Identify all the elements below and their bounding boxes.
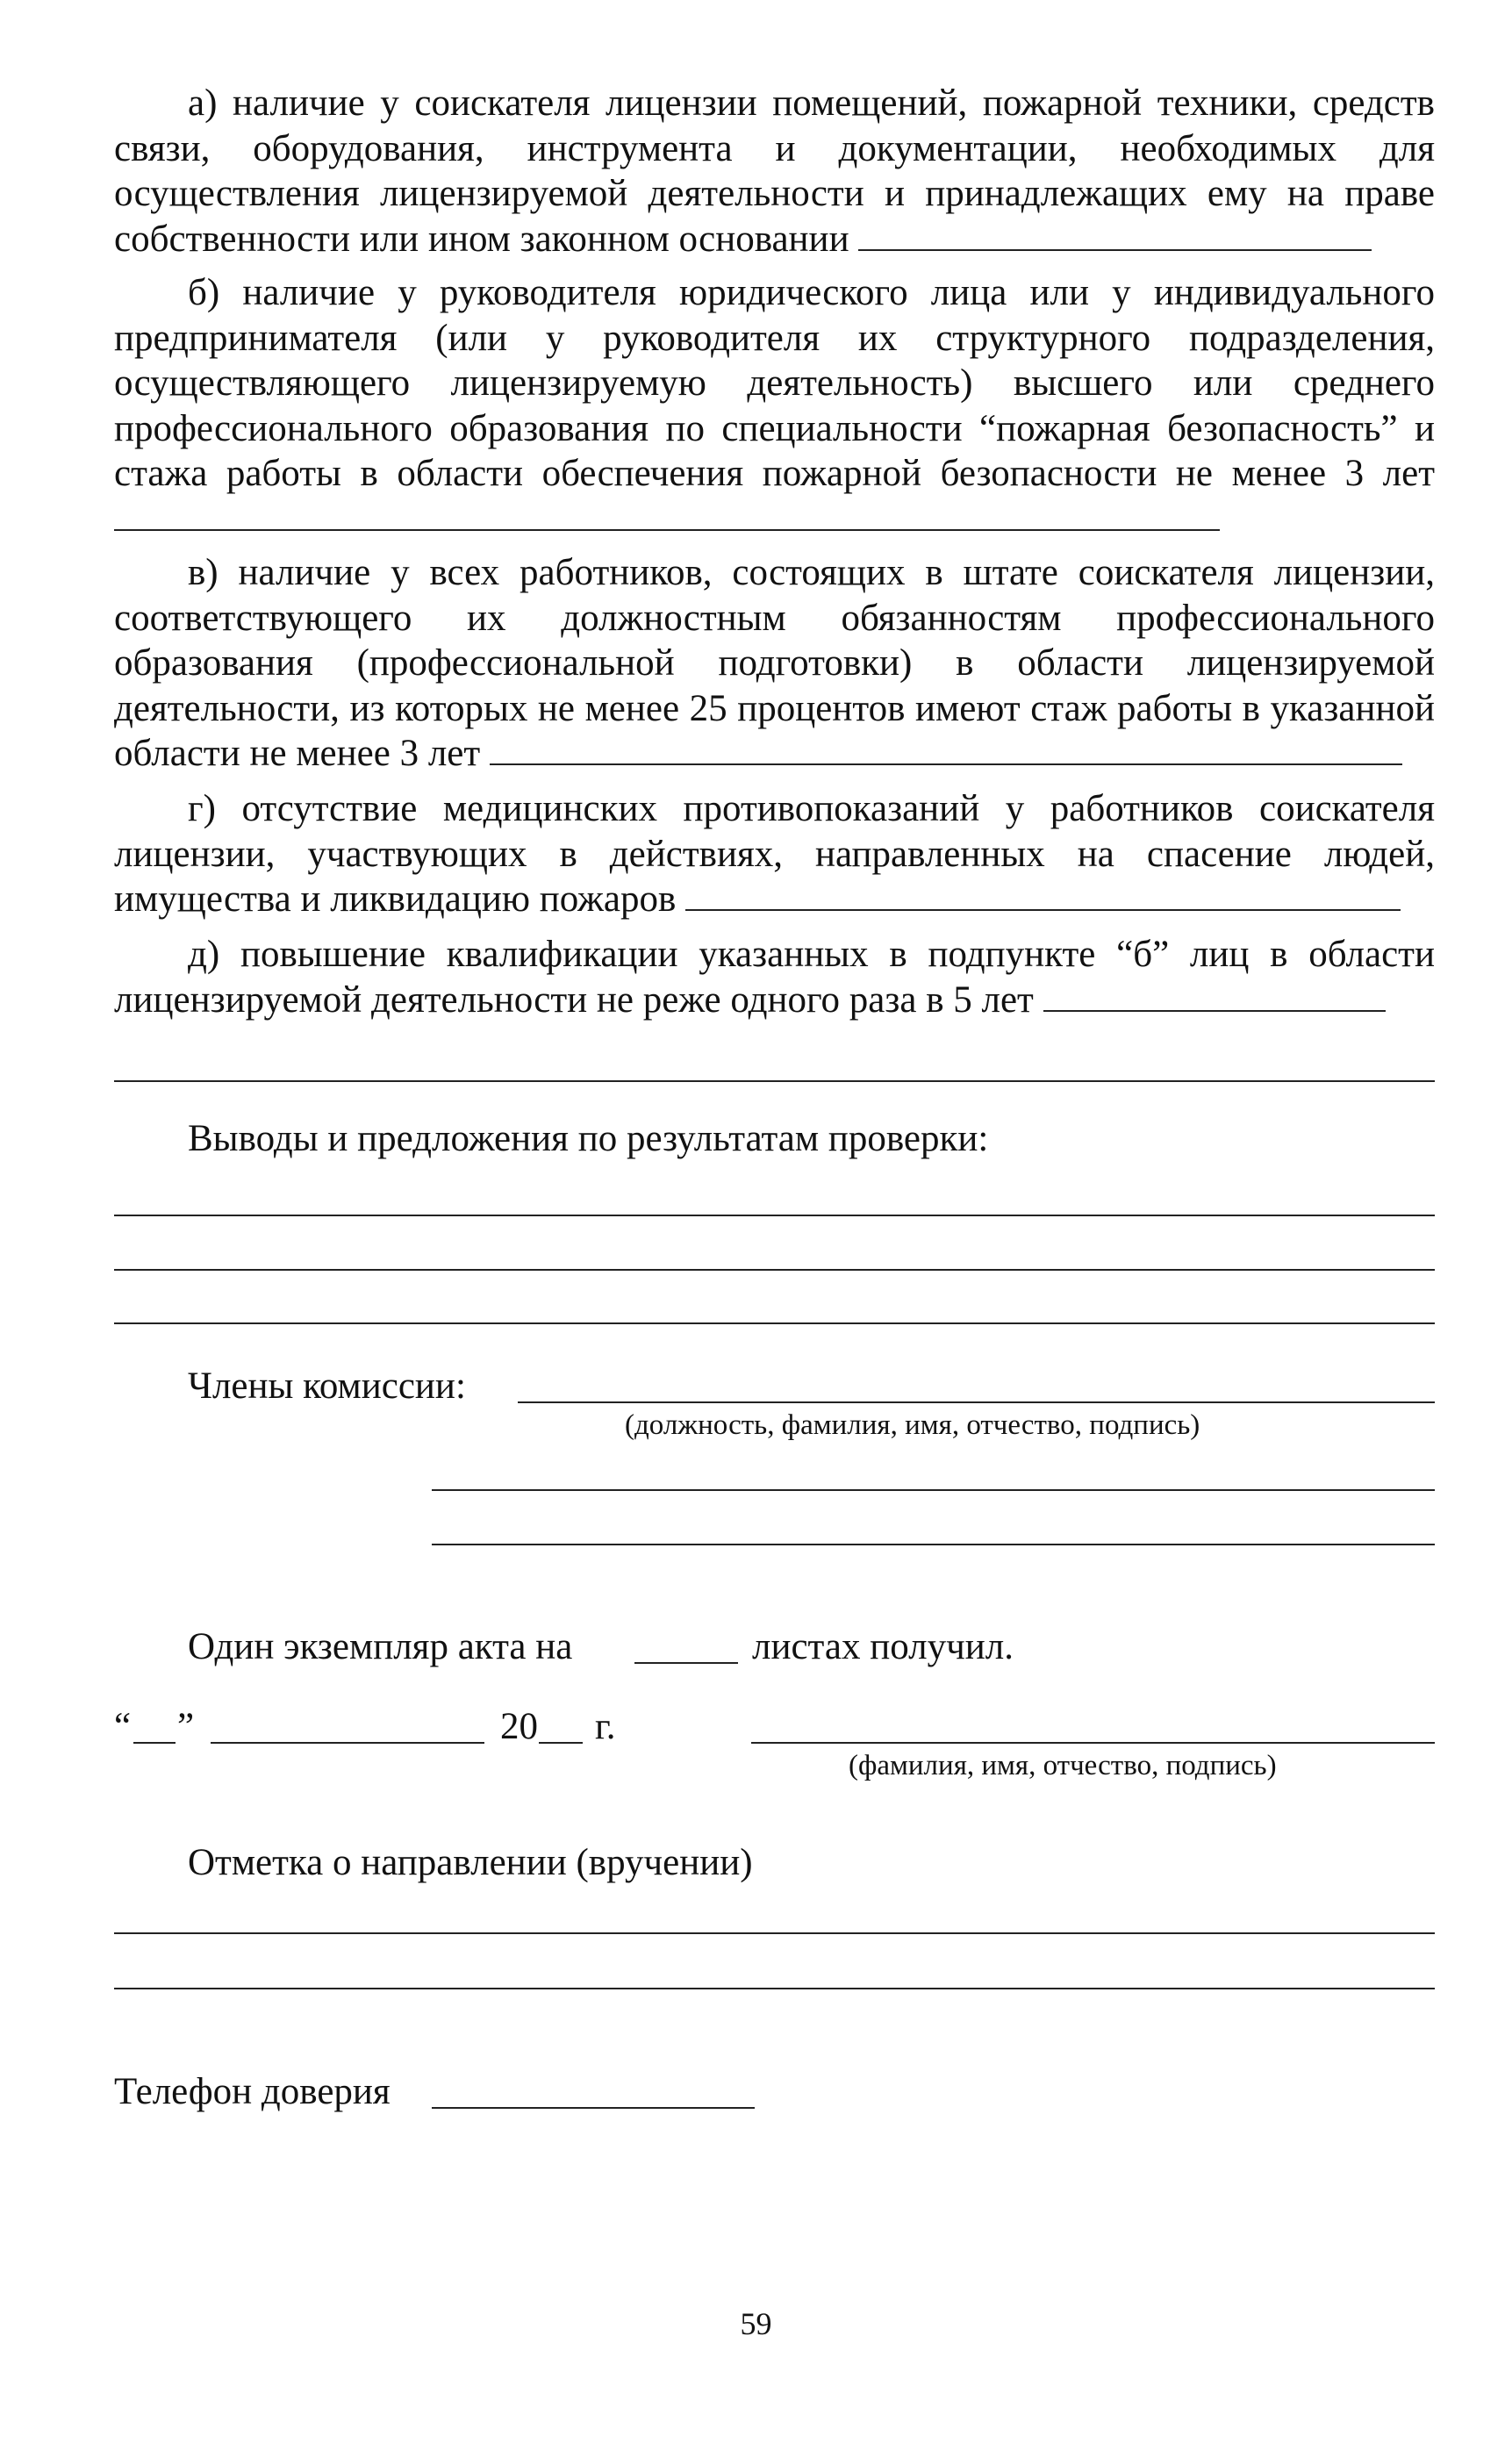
commission-signature-line-3[interactable] bbox=[432, 1544, 1435, 1545]
item-d bbox=[114, 932, 1435, 1022]
item-g-text: г) отсутствие медицинских противопоказаний у работников соискателя лицензии, участвующих в действиях, направленных на спасение людей, имущества и ликвидацию пожаров bbox=[114, 788, 1435, 920]
item-b-fill-line[interactable] bbox=[114, 499, 1220, 531]
receiver-caption: (фамилия, имя, отчество, подпись) bbox=[849, 1750, 1277, 1781]
copy-received-suffix: листах получил. bbox=[752, 1626, 1014, 1667]
copy-received-prefix: Один экземпляр акта на bbox=[188, 1626, 573, 1667]
commission-label: Члены комиссии: bbox=[188, 1365, 466, 1407]
item-g bbox=[114, 786, 1435, 922]
delivery-line-2[interactable] bbox=[114, 1988, 1435, 1989]
delivery-label: Отметка о направлении (вручении) bbox=[188, 1842, 753, 1883]
conclusions-line-3[interactable] bbox=[114, 1322, 1435, 1324]
date-month-line[interactable] bbox=[211, 1742, 484, 1744]
phone-label: Телефон доверия bbox=[114, 2071, 391, 2112]
item-a-fill-line[interactable] bbox=[858, 219, 1372, 251]
item-g-fill-line[interactable] bbox=[685, 879, 1401, 911]
conclusions-line-2[interactable] bbox=[114, 1269, 1435, 1271]
item-b bbox=[114, 270, 1435, 541]
item-b-text: б) наличие у руководителя юридического лица или у индивидуального предпринимателя (или у руководителя их структурного подразделения, осуществляющего лицензируемую деятельность) высшего или среднего профессионального образования по специальности “пожарная безопасность” и стажа работы в области обеспечения пожарной безопасности не менее 3 лет bbox=[114, 272, 1435, 494]
sheets-count-line[interactable] bbox=[634, 1662, 738, 1664]
item-v bbox=[114, 550, 1435, 777]
date-close-quote: ” bbox=[177, 1706, 195, 1747]
date-year-suffix: г. bbox=[595, 1706, 616, 1747]
date-day-line[interactable] bbox=[133, 1742, 176, 1744]
commission-signature-line-1[interactable] bbox=[518, 1401, 1435, 1403]
item-v-fill-line[interactable] bbox=[490, 734, 1402, 765]
item-d-text: д) повышение квалификации указанных в подпункте “б” лиц в области лицензируемой деятельности не реже одного раза в 5 лет bbox=[114, 934, 1435, 1021]
item-d-continuation-line[interactable] bbox=[114, 1080, 1435, 1082]
date-year-line[interactable] bbox=[539, 1742, 583, 1744]
phone-line[interactable] bbox=[432, 2107, 755, 2109]
commission-caption: (должность, фамилия, имя, отчество, подпись) bbox=[625, 1409, 1200, 1441]
conclusions-line-1[interactable] bbox=[114, 1215, 1435, 1216]
date-open-quote: “ bbox=[114, 1706, 132, 1747]
delivery-line-1[interactable] bbox=[114, 1932, 1435, 1934]
item-d-fill-line[interactable] bbox=[1043, 980, 1386, 1012]
commission-signature-line-2[interactable] bbox=[432, 1489, 1435, 1491]
conclusions-label: Выводы и предложения по результатам проверки: bbox=[188, 1118, 989, 1159]
item-v-text: в) наличие у всех работников, состоящих в штате соискателя лицензии, соответствующего их должностным обязанностям профессионального образования (профессиональной подготовки) в области лицензируемой деятельности, из которых не менее 25 процентов имеют стаж работы в указанной области не менее 3 лет bbox=[114, 552, 1435, 774]
item-a bbox=[114, 81, 1435, 262]
page-number: 59 bbox=[740, 2306, 772, 2341]
item-a-text: а) наличие у соискателя лицензии помещений, пожарной техники, средств связи, оборудования, инструмента и документации, необходимых для осуществления лицензируемой деятельности и принадлежащих ему на праве собственности или ином законном основании bbox=[114, 82, 1435, 260]
date-year-prefix: 20 bbox=[500, 1706, 538, 1747]
receiver-signature-line[interactable] bbox=[751, 1742, 1435, 1744]
